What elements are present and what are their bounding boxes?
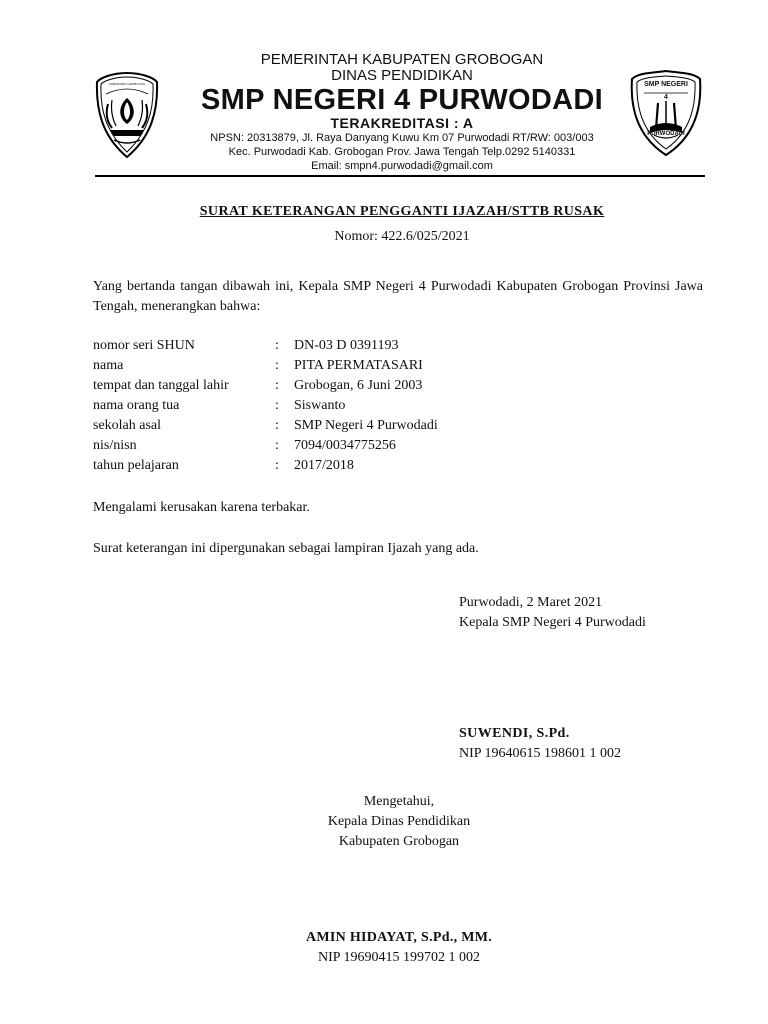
- head-position-1: Kepala Dinas Pendidikan: [327, 814, 471, 829]
- field-separator: :: [275, 458, 279, 473]
- field-value: PITA PERMATASARI: [294, 358, 423, 373]
- email-label: Email:: [311, 160, 345, 172]
- right-logo-top-text: SMP NEGERI: [644, 81, 688, 88]
- table-row: [93, 398, 438, 418]
- right-logo-bottom-text: PURWODADI: [647, 131, 685, 137]
- place-date: Purwodadi, 2 Maret 2021: [459, 595, 603, 610]
- field-separator: :: [275, 358, 279, 373]
- principal-name: SUWENDI, S.Pd.: [459, 726, 570, 741]
- field-label: nama: [93, 358, 124, 373]
- table-row: [93, 418, 438, 438]
- field-value: DN-03 D 0391193: [294, 338, 399, 353]
- field-separator: :: [275, 398, 279, 413]
- head-name: AMIN HIDAYAT, S.Pd., MM.: [305, 930, 493, 945]
- email-address: smpn4.purwodadi@gmail.com: [344, 160, 493, 172]
- field-label: nis/nisn: [93, 438, 137, 453]
- principal-name-block: [459, 724, 621, 764]
- letter-number: Nomor: 422.6/025/2021: [334, 229, 470, 244]
- government-name: PEMERINTAH KABUPATEN GROBOGAN: [260, 51, 544, 68]
- field-value: Grobogan, 6 Juni 2003: [294, 378, 423, 393]
- department-name: DINAS PENDIDIKAN: [331, 67, 473, 84]
- table-row: [93, 358, 438, 378]
- purpose-statement: Surat keterangan ini dipergunakan sebagai lampiran Ijazah yang ada.: [93, 541, 479, 556]
- field-label: tempat dan tanggal lahir: [93, 378, 229, 393]
- department-head-name-block: [245, 928, 553, 968]
- field-separator: :: [275, 338, 279, 353]
- letter-title: SURAT KETERANGAN PENGGANTI IJAZAH/STTB RUSAK: [199, 204, 605, 219]
- field-label: nama orang tua: [93, 398, 180, 413]
- left-logo-text: KABUPATEN GROBOGAN: [108, 82, 146, 86]
- field-separator: :: [275, 438, 279, 453]
- field-separator: :: [275, 418, 279, 433]
- intro-paragraph: Yang bertanda tangan dibawah ini, Kepala SMP Negeri 4 Purwodadi Kabupaten Grobogan Provinsi Jawa Tengah, menerangkan bahwa:: [93, 279, 703, 314]
- field-value: 2017/2018: [294, 458, 354, 473]
- email-line: [0, 160, 768, 172]
- principal-signature-block: [459, 593, 646, 633]
- field-label: tahun pelajaran: [93, 458, 179, 473]
- table-row: [93, 338, 438, 358]
- letterhead-divider: [95, 175, 705, 177]
- table-row: [93, 458, 438, 478]
- damage-statement: Mengalami kerusakan karena terbakar.: [93, 500, 310, 515]
- head-position-2: Kabupaten Grobogan: [338, 834, 460, 849]
- table-row: [93, 378, 438, 398]
- principal-nip: NIP 19640615 198601 1 002: [459, 746, 622, 761]
- field-value: Siswanto: [294, 398, 346, 413]
- principal-position: Kepala SMP Negeri 4 Purwodadi: [459, 615, 646, 630]
- field-value: 7094/0034775256: [294, 438, 396, 453]
- field-label: nomor seri SHUN: [93, 338, 195, 353]
- table-row: [93, 438, 438, 458]
- accreditation: TERAKREDITASI : A: [330, 115, 474, 131]
- head-nip: NIP 19690415 199702 1 002: [317, 950, 481, 965]
- acknowledgement: Mengetahui,: [363, 794, 435, 809]
- student-data-table: [93, 338, 438, 478]
- field-separator: :: [275, 378, 279, 393]
- right-logo-number: 4: [664, 94, 668, 101]
- department-head-block: [245, 792, 553, 852]
- field-value: SMP Negeri 4 Purwodadi: [294, 418, 438, 433]
- address-line-2: Kec. Purwodadi Kab. Grobogan Prov. Jawa Tengah Telp.0292 5140331: [228, 146, 576, 158]
- field-label: sekolah asal: [93, 418, 162, 433]
- school-name: SMP NEGERI 4 PURWODADI: [201, 84, 603, 116]
- address-line-1: NPSN: 20313879, Jl. Raya Danyang Kuwu Km 07 Purwodadi RT/RW: 003/003: [210, 132, 594, 144]
